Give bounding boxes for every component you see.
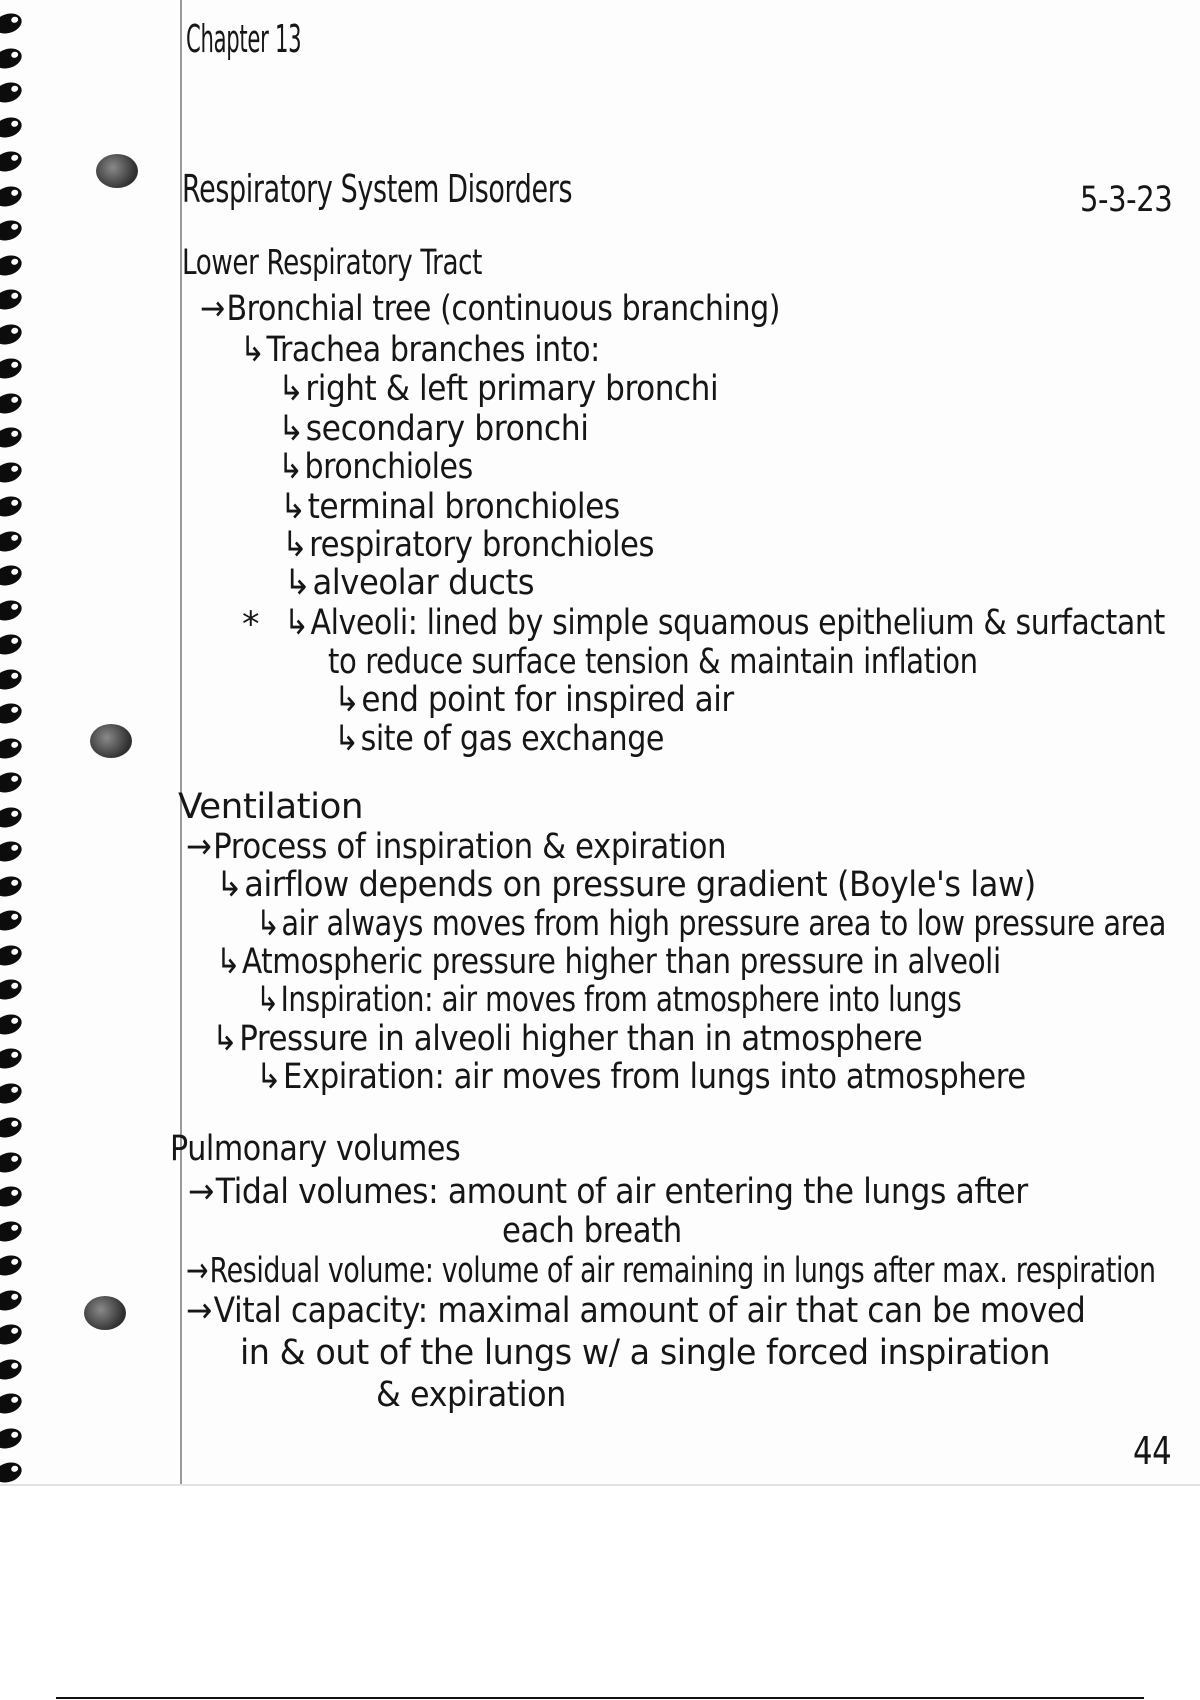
arrow-hook-icon: ↳	[334, 719, 359, 759]
spiral-coil	[0, 1459, 24, 1485]
page-edge	[0, 1484, 1200, 1486]
spiral-coil	[0, 631, 24, 658]
note-text: terminal bronchioles	[307, 487, 620, 527]
arrow-hook-icon: ↳	[216, 865, 243, 905]
arrow-hook-icon: ↳	[212, 1019, 238, 1059]
note-line	[216, 942, 1001, 982]
arrow-hook-icon: ↳	[278, 409, 304, 449]
spiral-coil	[0, 1390, 24, 1417]
note-line	[188, 1172, 1028, 1212]
note-line	[278, 409, 589, 449]
arrow-hook-icon: ↳	[256, 980, 279, 1020]
spiral-coil	[0, 45, 24, 72]
note-date: 5-3-23	[1080, 180, 1173, 220]
arrow-hook-icon: ↳	[216, 942, 241, 982]
spiral-coil	[0, 942, 24, 969]
arrow-hook-icon: ↳	[256, 904, 280, 944]
note-line	[256, 980, 962, 1020]
note-text: Process of inspiration & expiration	[213, 827, 727, 867]
note-line	[216, 865, 1036, 905]
arrow-hook-icon: ↳	[240, 330, 265, 370]
spiral-coil	[0, 1080, 24, 1107]
note-line	[278, 369, 719, 409]
spiral-coil	[0, 286, 24, 313]
asterisk-mark: *	[242, 605, 259, 645]
note-text: end point for inspired air	[361, 680, 734, 720]
note-line	[212, 1019, 923, 1059]
spiral-coil	[0, 1321, 24, 1348]
note-line	[334, 719, 665, 759]
spiral-coil	[0, 321, 24, 348]
section-heading-ventilation: Ventilation	[178, 787, 364, 827]
spiral-coil	[0, 1149, 24, 1176]
punch-hole	[84, 1296, 126, 1330]
note-text: Tidal volumes: amount of air entering the lungs after	[215, 1172, 1028, 1212]
note-line	[186, 1251, 1156, 1291]
arrow-right-icon: →	[186, 1251, 209, 1291]
note-text: site of gas exchange	[360, 719, 665, 759]
spiral-coil	[0, 666, 24, 693]
spiral-coil	[0, 1183, 24, 1210]
spiral-coil	[0, 735, 24, 762]
note-text: Inspiration: air moves from atmosphere into lungs	[280, 980, 962, 1020]
spiral-coil	[0, 1252, 24, 1279]
arrow-hook-icon: ↳	[334, 680, 360, 720]
note-text: Pressure in alveoli higher than in atmosphere	[239, 1019, 923, 1059]
arrow-right-icon: →	[186, 1291, 212, 1331]
punch-hole	[96, 154, 138, 188]
arrow-hook-icon: ↳	[282, 525, 308, 565]
note-text: secondary bronchi	[305, 409, 589, 449]
arrow-hook-icon: ↳	[284, 563, 311, 603]
spiral-coil	[0, 493, 24, 520]
note-text: in & out of the lungs w/ a single forced inspiration	[240, 1333, 1051, 1373]
note-text: Trachea branches into:	[266, 330, 600, 370]
spiral-coil	[0, 148, 24, 175]
note-line	[256, 1057, 1026, 1097]
note-line	[284, 603, 1165, 643]
spiral-coil	[0, 424, 24, 451]
note-text: & expiration	[376, 1375, 566, 1415]
section-heading-pulmonary: Pulmonary volumes	[170, 1129, 461, 1169]
spiral-binding	[0, 0, 30, 1485]
arrow-hook-icon: ↳	[278, 369, 304, 409]
note-text: Expiration: air moves from lungs into atmosphere	[283, 1057, 1026, 1097]
spiral-coil	[0, 1114, 24, 1141]
note-text: to reduce surface tension & maintain inflation	[328, 642, 978, 682]
spiral-coil	[0, 1011, 24, 1038]
note-text: Vital capacity: maximal amount of air that can be moved	[213, 1291, 1086, 1331]
spiral-coil	[0, 390, 24, 417]
arrow-right-icon: →	[188, 1172, 214, 1212]
note-text: airflow depends on pressure gradient (Boyle's law)	[244, 865, 1036, 905]
spiral-coil	[0, 252, 24, 279]
spiral-coil	[0, 700, 24, 727]
arrow-hook-icon: ↳	[280, 487, 306, 527]
note-text: bronchioles	[304, 447, 473, 487]
note-line	[256, 904, 1167, 944]
spiral-coil	[0, 562, 24, 589]
arrow-hook-icon: ↳	[256, 1057, 282, 1097]
note-text: Alveoli: lined by simple squamous epithelium & surfactant	[310, 603, 1165, 643]
note-line	[282, 525, 655, 565]
arrow-hook-icon: ↳	[278, 447, 303, 487]
arrow-hook-icon: ↳	[284, 603, 309, 643]
spiral-coil	[0, 804, 24, 831]
note-text: Residual volume: volume of air remaining in lungs after max. respiration	[209, 1251, 1156, 1291]
note-text: each breath	[502, 1211, 682, 1251]
note-line	[240, 330, 600, 370]
arrow-right-icon: →	[200, 289, 225, 329]
arrow-right-icon: →	[186, 827, 212, 867]
note-line	[186, 827, 727, 867]
spiral-coil	[0, 1287, 24, 1314]
spiral-coil	[0, 1356, 24, 1383]
note-line	[278, 447, 473, 487]
spiral-coil	[0, 597, 24, 624]
page-title: Respiratory System Disorders	[182, 167, 573, 211]
spiral-coil	[0, 217, 24, 244]
note-line	[334, 680, 734, 720]
spiral-coil	[0, 838, 24, 865]
spiral-coil	[0, 114, 24, 141]
note-line	[186, 1291, 1086, 1331]
section-heading-lower-tract: Lower Respiratory Tract	[182, 243, 483, 283]
note-text: right & left primary bronchi	[305, 369, 719, 409]
margin-line	[180, 0, 182, 1485]
spiral-coil	[0, 873, 24, 900]
spiral-coil	[0, 528, 24, 555]
bottom-rule	[56, 1697, 1144, 1699]
spiral-coil	[0, 459, 24, 486]
note-line	[200, 289, 781, 329]
spiral-coil	[0, 907, 24, 934]
note-text: respiratory bronchioles	[309, 525, 655, 565]
spiral-coil	[0, 1045, 24, 1072]
note-text: alveolar ducts	[312, 563, 535, 603]
note-text: Bronchial tree (continuous branching)	[226, 289, 781, 329]
spiral-coil	[0, 183, 24, 210]
note-text: air always moves from high pressure area to low pressure area	[281, 904, 1167, 944]
spiral-coil	[0, 976, 24, 1003]
spiral-coil	[0, 1218, 24, 1245]
spiral-coil	[0, 355, 24, 382]
note-line	[280, 487, 620, 527]
note-text: Atmospheric pressure higher than pressure in alveoli	[241, 942, 1001, 982]
spiral-coil	[0, 10, 24, 37]
chapter-label: Chapter 13	[186, 17, 302, 61]
punch-hole	[90, 724, 132, 758]
spiral-coil	[0, 1425, 24, 1452]
spiral-coil	[0, 769, 24, 796]
note-line	[284, 563, 535, 603]
spiral-coil	[0, 79, 24, 106]
page-number: 44	[1133, 1429, 1172, 1473]
